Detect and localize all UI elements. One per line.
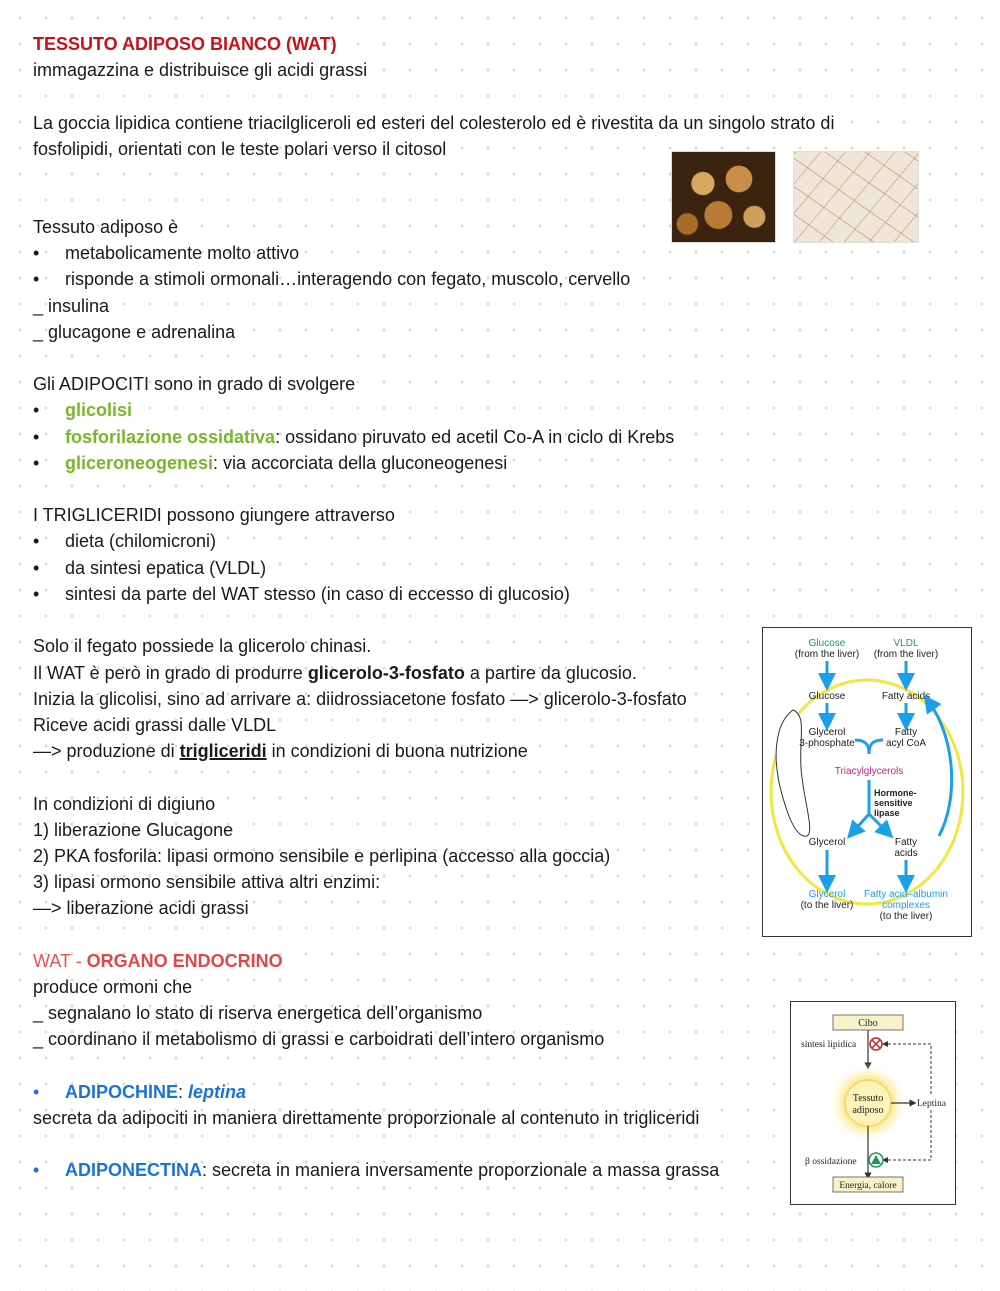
leptina-label: Leptina bbox=[917, 1099, 947, 1109]
paragraph-line: I TRIGLICERIDI possono giungere attraverso bbox=[33, 505, 395, 525]
bullet-icon: • bbox=[33, 243, 40, 263]
list-item-text: : via accorciata della gluconeogenesi bbox=[213, 453, 508, 473]
fatty-acyl-coa-label: Fatty bbox=[894, 727, 918, 738]
fa-albumin-label: Fatty acid–albumin bbox=[864, 889, 948, 900]
bullet-icon: • bbox=[33, 269, 40, 289]
term-adipochine: ADIPOCHINE bbox=[65, 1082, 179, 1102]
nucleus-shape bbox=[776, 710, 810, 836]
hsl-label: lipase bbox=[874, 808, 900, 818]
arrow-icon bbox=[853, 814, 869, 832]
tessuto-label: Tessuto bbox=[852, 1093, 884, 1104]
list-item bbox=[65, 424, 674, 450]
bullet-icon: • bbox=[33, 558, 40, 578]
text-span: ORGANO ENDOCRINO bbox=[86, 951, 283, 971]
adipose-histology-photo bbox=[793, 151, 919, 243]
bullet-icon: • bbox=[33, 453, 40, 473]
paragraph-line: produce ormoni che bbox=[33, 977, 193, 997]
paragraph-line: Riceve acidi grassi dalle VLDL bbox=[33, 715, 277, 735]
beta-label: β ossidazione bbox=[805, 1157, 857, 1167]
list-item: _ coordinano il metabolismo di grassi e carboidrati dell’intero organismo bbox=[33, 1029, 605, 1049]
bullet-icon: • bbox=[33, 1160, 40, 1180]
term-adiponectina: ADIPONECTINA bbox=[65, 1160, 203, 1180]
term-leptina: leptina bbox=[188, 1082, 247, 1102]
tessuto-label: adiposo bbox=[852, 1105, 884, 1116]
glucose-inner-label: Glucose bbox=[808, 691, 846, 702]
paragraph-line: fosfolipidi, orientati con le teste polari verso il citosol bbox=[33, 139, 447, 159]
bullet-icon: • bbox=[33, 400, 40, 420]
paragraph-line: Inizia la glicolisi, sino ad arrivare a: diidrossiacetone fosfato —> glicerolo-3-fosfato bbox=[33, 689, 687, 709]
text-span: WAT - bbox=[33, 951, 87, 971]
list-item: _ insulina bbox=[33, 296, 110, 316]
paragraph-line bbox=[33, 738, 528, 764]
paragraph-line: Solo il fegato possiede la glicerolo chinasi. bbox=[33, 636, 372, 656]
paragraph-line: secreta da adipociti in maniera direttamente proporzionale al contenuto in trigliceridi bbox=[33, 1108, 700, 1128]
term-fosforilazione: fosforilazione ossidativa bbox=[65, 427, 276, 447]
list-item bbox=[65, 397, 132, 423]
list-item bbox=[65, 450, 507, 476]
list-item: sintesi da parte del WAT stesso (in caso di eccesso di glucosio) bbox=[65, 584, 570, 604]
adipocyte-metabolism-figure bbox=[762, 627, 972, 937]
fatty-acids-out-label: Fatty bbox=[894, 837, 918, 848]
term-g3p: glicerolo-3-fosfato bbox=[307, 663, 465, 683]
g3p-label: Glycerol bbox=[808, 727, 846, 738]
list-item bbox=[65, 1157, 719, 1183]
list-item: da sintesi epatica (VLDL) bbox=[65, 558, 267, 578]
term-trigliceridi: trigliceridi bbox=[179, 741, 267, 761]
paragraph-line: La goccia lipidica contiene triacilgliceroli ed esteri del colesterolo ed è rivestita da un singolo strato di bbox=[33, 113, 835, 133]
metabolism-diagram bbox=[763, 628, 971, 936]
leptin-feedback-figure bbox=[790, 1001, 956, 1205]
page-title: TESSUTO ADIPOSO BIANCO (WAT) bbox=[33, 34, 337, 54]
bullet-icon: • bbox=[33, 427, 40, 447]
paragraph-line bbox=[33, 660, 637, 686]
list-item: _ glucagone e adrenalina bbox=[33, 322, 236, 342]
list-item-text: : ossidano piruvato ed acetil Co-A in ciclo di Krebs bbox=[275, 427, 675, 447]
fatty-acids-out-label: acids bbox=[894, 848, 918, 859]
section-title bbox=[33, 948, 283, 974]
list-item: 2) PKA fosforila: lipasi ormono sensibile e perlipina (accesso alla goccia) bbox=[33, 846, 611, 866]
text-span: Il WAT è però in grado di produrre bbox=[33, 663, 308, 683]
adipocyte-sem-photo bbox=[671, 151, 776, 243]
fa-albumin-destination: (to the liver) bbox=[879, 911, 933, 922]
list-item: dieta (chilomicroni) bbox=[65, 531, 217, 551]
glycerol-destination: (to the liver) bbox=[800, 900, 854, 911]
recycle-arrow-icon bbox=[929, 702, 952, 836]
bullet-icon: • bbox=[33, 531, 40, 551]
paragraph-line: Gli ADIPOCITI sono in grado di svolgere bbox=[33, 374, 356, 394]
list-item: 1) liberazione Glucagone bbox=[33, 820, 234, 840]
subtitle: immagazzina e distribuisce gli acidi grassi bbox=[33, 60, 368, 80]
list-item bbox=[65, 1079, 246, 1105]
paragraph-line: Tessuto adiposo è bbox=[33, 217, 179, 237]
merge-arrow-icon bbox=[855, 740, 883, 754]
list-item: metabolicamente molto attivo bbox=[65, 243, 300, 263]
hsl-label: sensitive bbox=[874, 798, 913, 808]
cibo-label: Cibo bbox=[858, 1018, 878, 1029]
glucose-source: (from the liver) bbox=[794, 649, 860, 660]
list-item: —> liberazione acidi grassi bbox=[33, 898, 249, 918]
text-span: : secreta in maniera inversamente proporzionale a massa grassa bbox=[202, 1160, 720, 1180]
glycerol-out-label: Glycerol bbox=[808, 889, 846, 900]
energia-label: Energia, calore bbox=[839, 1181, 897, 1191]
bullet-icon: • bbox=[33, 1082, 40, 1102]
fatty-acyl-coa-label: acyl CoA bbox=[885, 738, 927, 749]
text-span: : bbox=[178, 1082, 189, 1102]
text-span: a partire da glucosio. bbox=[464, 663, 637, 683]
term-gliceroneogenesi: gliceroneogenesi bbox=[65, 453, 214, 473]
text-span: —> produzione di bbox=[33, 741, 180, 761]
vldl-source: (from the liver) bbox=[873, 649, 939, 660]
leptin-diagram bbox=[791, 1002, 955, 1204]
glucose-label: Glucose bbox=[808, 638, 846, 649]
vldl-label: VLDL bbox=[893, 638, 919, 649]
list-item: 3) lipasi ormono sensibile attiva altri enzimi: bbox=[33, 872, 381, 892]
sintesi-label: sintesi lipidica bbox=[801, 1040, 857, 1050]
triacylglycerols-label: Triacylglycerols bbox=[834, 766, 904, 777]
hsl-label: Hormone- bbox=[874, 788, 917, 798]
bullet-icon: • bbox=[33, 584, 40, 604]
fa-albumin-label: complexes bbox=[882, 900, 930, 911]
glycerol-label: Glycerol bbox=[808, 837, 846, 848]
text-span: in condizioni di buona nutrizione bbox=[266, 741, 528, 761]
fatty-acids-label: Fatty acids bbox=[881, 691, 931, 702]
list-item: _ segnalano lo stato di riserva energetica dell’organismo bbox=[33, 1003, 483, 1023]
list-item: risponde a stimoli ormonali…interagendo con fegato, muscolo, cervello bbox=[65, 269, 631, 289]
paragraph-line: In condizioni di digiuno bbox=[33, 794, 216, 814]
g3p-label: 3-phosphate bbox=[799, 738, 855, 749]
term-glicolisi: glicolisi bbox=[65, 400, 133, 420]
